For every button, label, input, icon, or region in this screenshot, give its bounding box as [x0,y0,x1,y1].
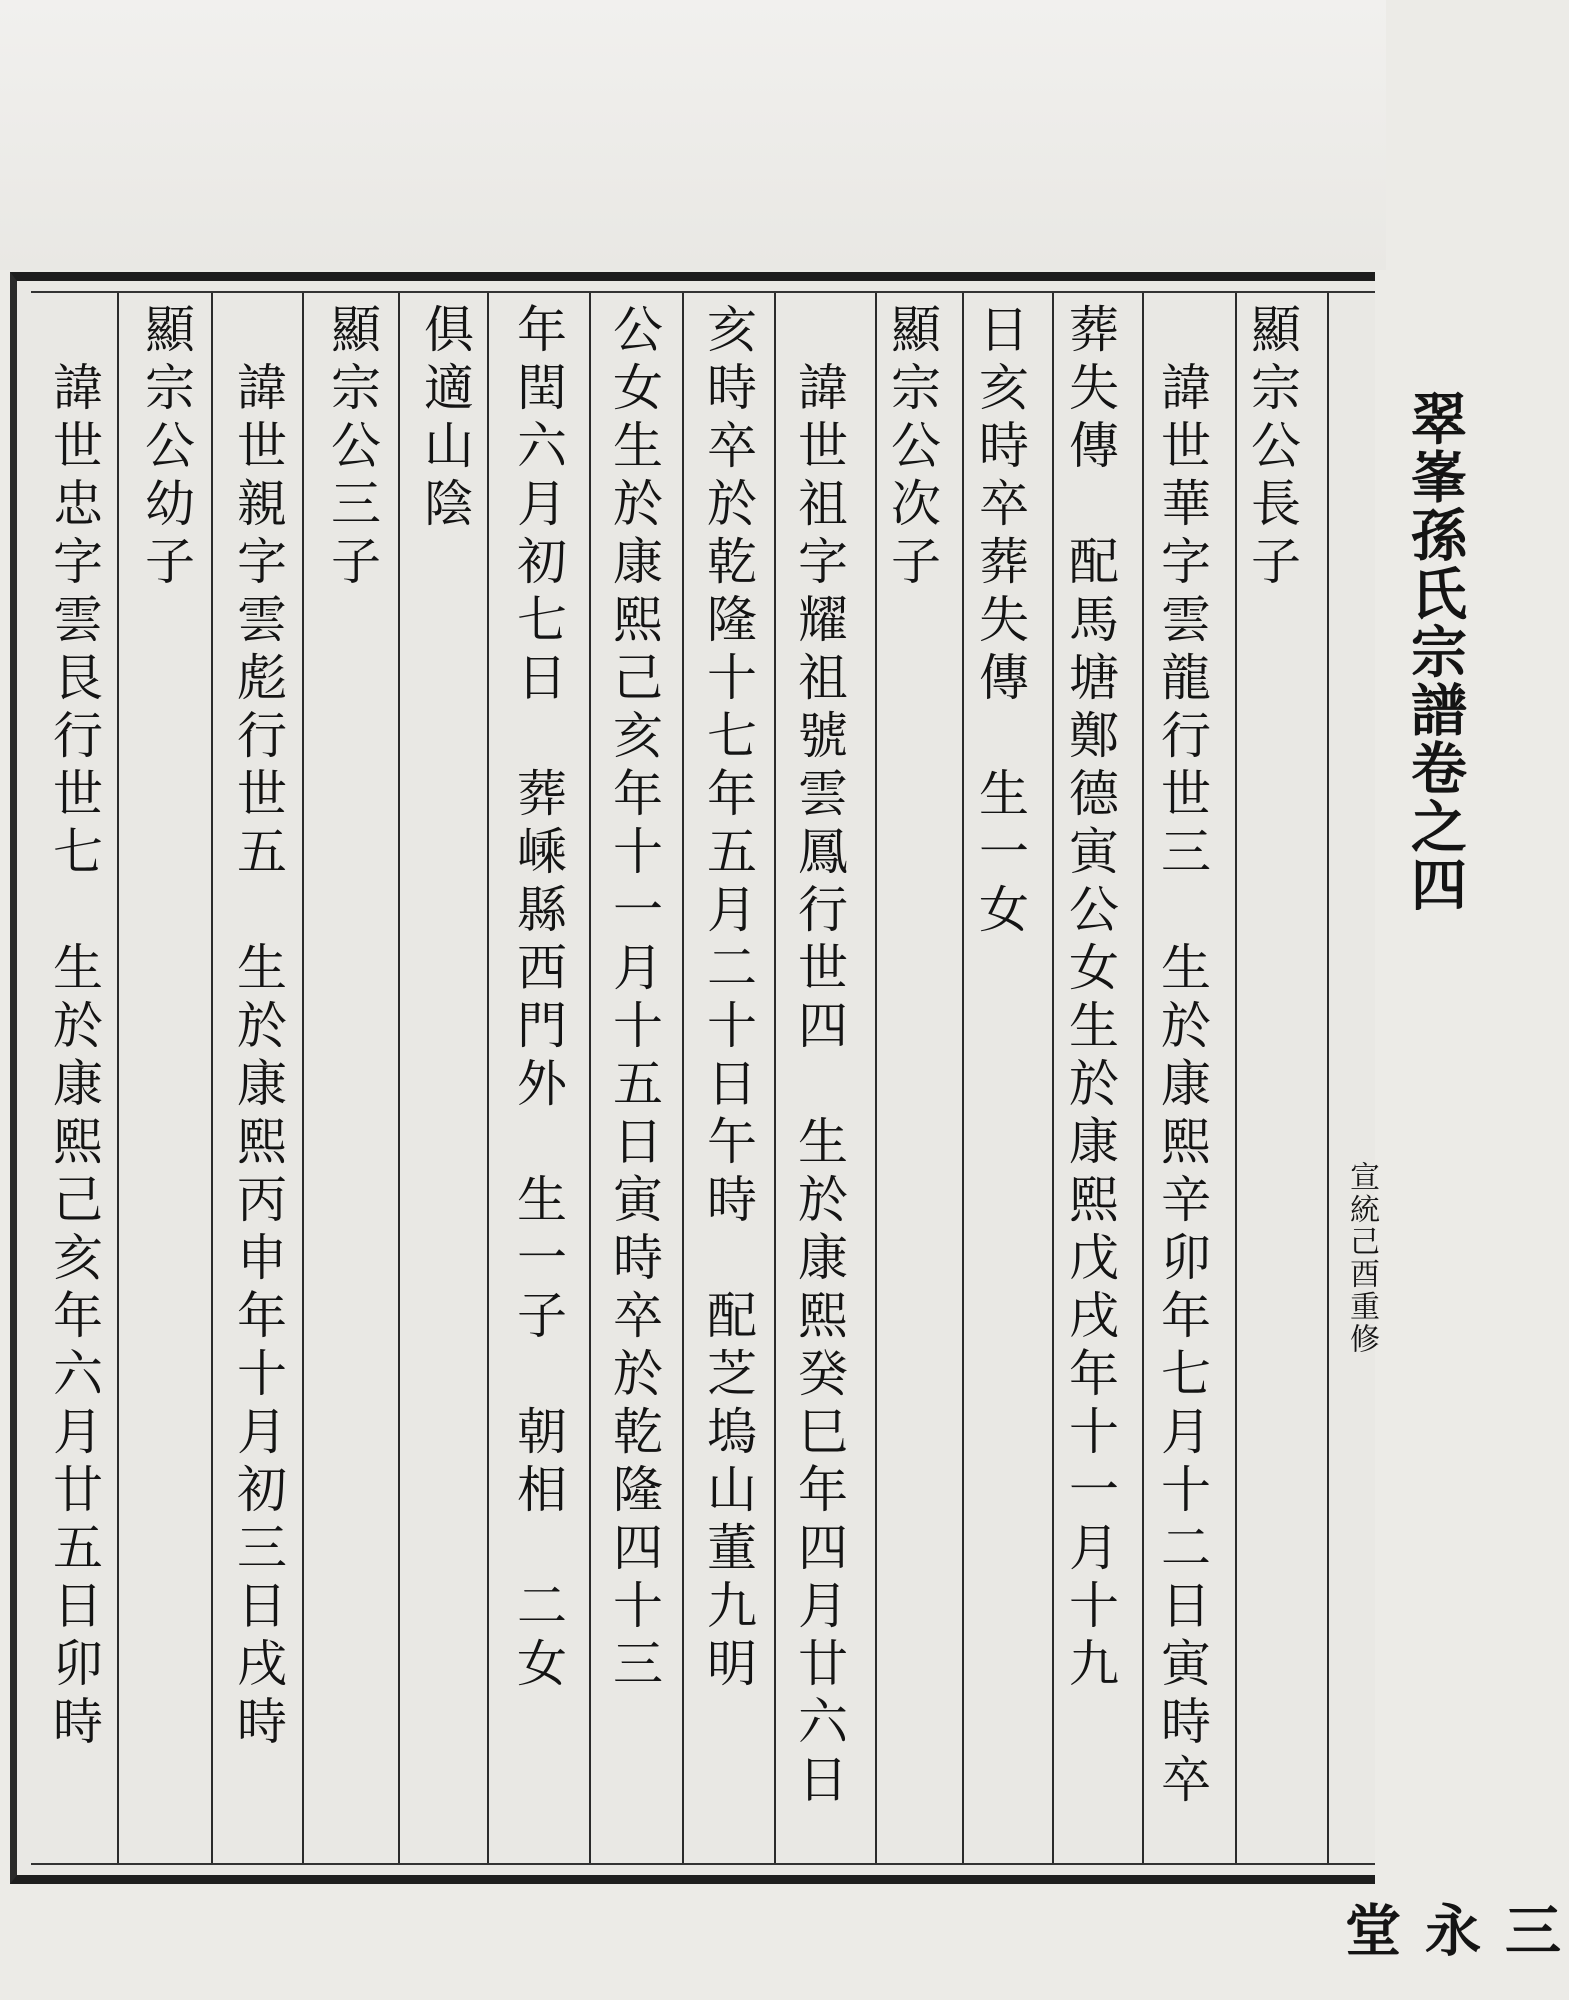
text-column-10: 俱適山陰 [416,303,474,535]
genealogy-title: 翠峯孫氏宗譜卷之四 [1402,389,1468,915]
hall-name: 三永堂 [1336,1901,1562,1960]
text-column-3: 葬失傳 配馬塘鄭德寅公女生於康熙戊戌年十一月十九 [1061,303,1119,1695]
column-rule [302,293,304,1863]
column-rule [211,293,213,1863]
column-rule [1052,293,1054,1863]
column-rule [398,293,400,1863]
text-column-12: 諱世親字雲彪行世五 生於康熙丙申年十月初三日戌時 [229,303,287,1753]
text-column-13: 顯宗公幼子 [137,303,195,593]
column-rule [1142,293,1144,1863]
column-rule [1235,293,1237,1863]
edition-note: 宣統己酉重修 [1344,1161,1379,1356]
page-frame [10,272,1562,1960]
page-top-margin [0,0,1386,270]
text-column-2: 諱世華字雲龍行世三 生於康熙辛卯年七月十二日寅時卒 [1153,303,1211,1811]
column-rule [117,293,119,1863]
column-rule [962,293,964,1863]
column-rule [589,293,591,1863]
text-column-5: 顯宗公次子 [883,303,941,593]
text-column-14: 諱世忠字雲艮行世七 生於康熙己亥年六月廿五日卯時 [45,303,103,1753]
column-rule [682,293,684,1863]
text-column-9: 年閏六月初七日 葬嵊縣西門外 生一子 朝相 二女 [509,303,567,1695]
text-column-4: 日亥時卒葬失傳 生一女 [971,303,1029,941]
column-rule [487,293,489,1863]
text-column-1: 顯宗公長子 [1243,303,1301,593]
column-rule [774,293,776,1863]
text-column-11: 顯宗公三子 [323,303,381,593]
text-column-6: 諱世祖字耀祖號雲鳳行世四 生於康熙癸巳年四月廿六日 [790,303,848,1811]
column-rule [875,293,877,1863]
text-column-8: 公女生於康熙己亥年十一月十五日寅時卒於乾隆四十三 [605,303,663,1695]
text-column-7: 亥時卒於乾隆十七年五月二十日午時 配芝塢山董九明 [699,303,757,1695]
